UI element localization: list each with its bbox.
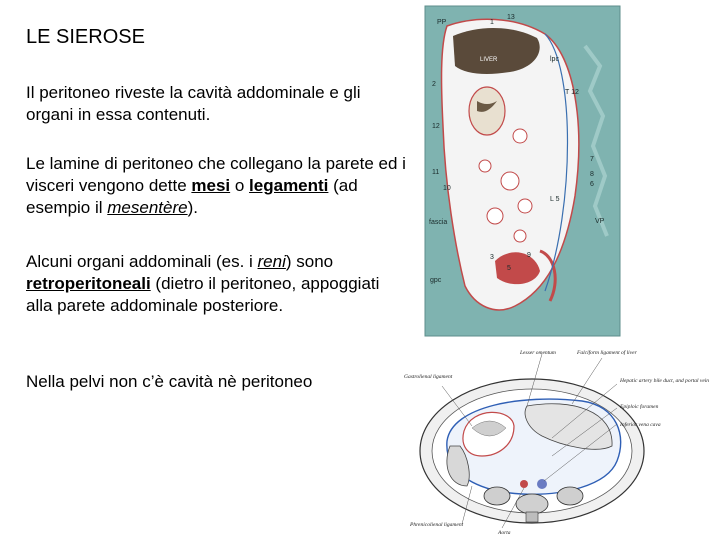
label-pp: PP [437, 19, 447, 26]
label-10: 10 [443, 185, 451, 192]
term-legamenti: legamenti [249, 176, 329, 195]
label-epiploic-foramen: Epiploic foramen [620, 404, 659, 410]
p3-text-a: Alcuni organi addominali (es. i [26, 252, 258, 271]
label-aorta: Aorta [498, 530, 511, 536]
label-phrenicolienal-ligament: Phrenicolienal ligament [410, 522, 464, 528]
term-retroperitoneali: retroperitoneali [26, 274, 151, 293]
label-13: 13 [507, 14, 515, 21]
term-mesi: mesi [191, 176, 231, 195]
label-inferior-vena-cava: Inferior vena cava [620, 422, 661, 428]
label-5: 5 [507, 265, 511, 272]
term-mesentere: mesentère [107, 198, 188, 217]
label-7: 7 [590, 156, 594, 163]
label-3: 3 [490, 254, 494, 261]
p2-text-a: Le lamine di peritoneo che collegano la parete ed i visceri vengono dette [26, 154, 406, 195]
p2-text-d: ). [187, 198, 198, 217]
p2-text-b: o [230, 176, 250, 195]
label-11: 11 [432, 169, 440, 176]
page-title: LE SIEROSE [26, 26, 145, 48]
label-gpc: gpc [430, 277, 442, 284]
p3-text-c: (dietro il peritoneo, appoggiati alla parete addominale posteriore. [26, 274, 380, 315]
label-9: 9 [527, 252, 531, 259]
paragraph-pelvi: Nella pelvi non c’è cavità nè peritoneo [26, 372, 313, 391]
label-l5: L 5 [550, 196, 560, 203]
label-hepatic-artery: Hepatic artery bile duct, and portal vein [620, 378, 710, 384]
label-8: 8 [590, 171, 594, 178]
label-6: 6 [590, 181, 594, 188]
label-vp: VP [595, 218, 605, 225]
label-12: 12 [432, 123, 440, 130]
p2-text-c: (ad esempio il [26, 176, 358, 217]
label-falciform-ligament: Falciform ligament of liver [577, 350, 637, 356]
label-gastrolienal-ligament: Gastrolienal ligament [404, 374, 453, 380]
label-lpc: lpc [550, 56, 559, 63]
transverse-section-figure [402, 346, 710, 536]
label-lesser-omentum: Lesser omentum [520, 350, 556, 356]
label-1: 1 [490, 19, 494, 26]
term-reni: reni [257, 252, 286, 271]
paragraph-peritoneum: Il peritoneo riveste la cavità addominale e gli organi in essa contenuti. [26, 83, 361, 124]
label-liver: LIVER [480, 57, 498, 63]
label-t12: T 12 [565, 89, 579, 96]
sagittal-section-figure [425, 6, 620, 336]
paragraph-retroperitoneali [26, 251, 406, 317]
label-fascia: fascia [429, 219, 448, 226]
paragraph-mesi [26, 153, 406, 219]
label-2: 2 [432, 81, 436, 88]
p3-text-b: ) sono [285, 252, 334, 271]
